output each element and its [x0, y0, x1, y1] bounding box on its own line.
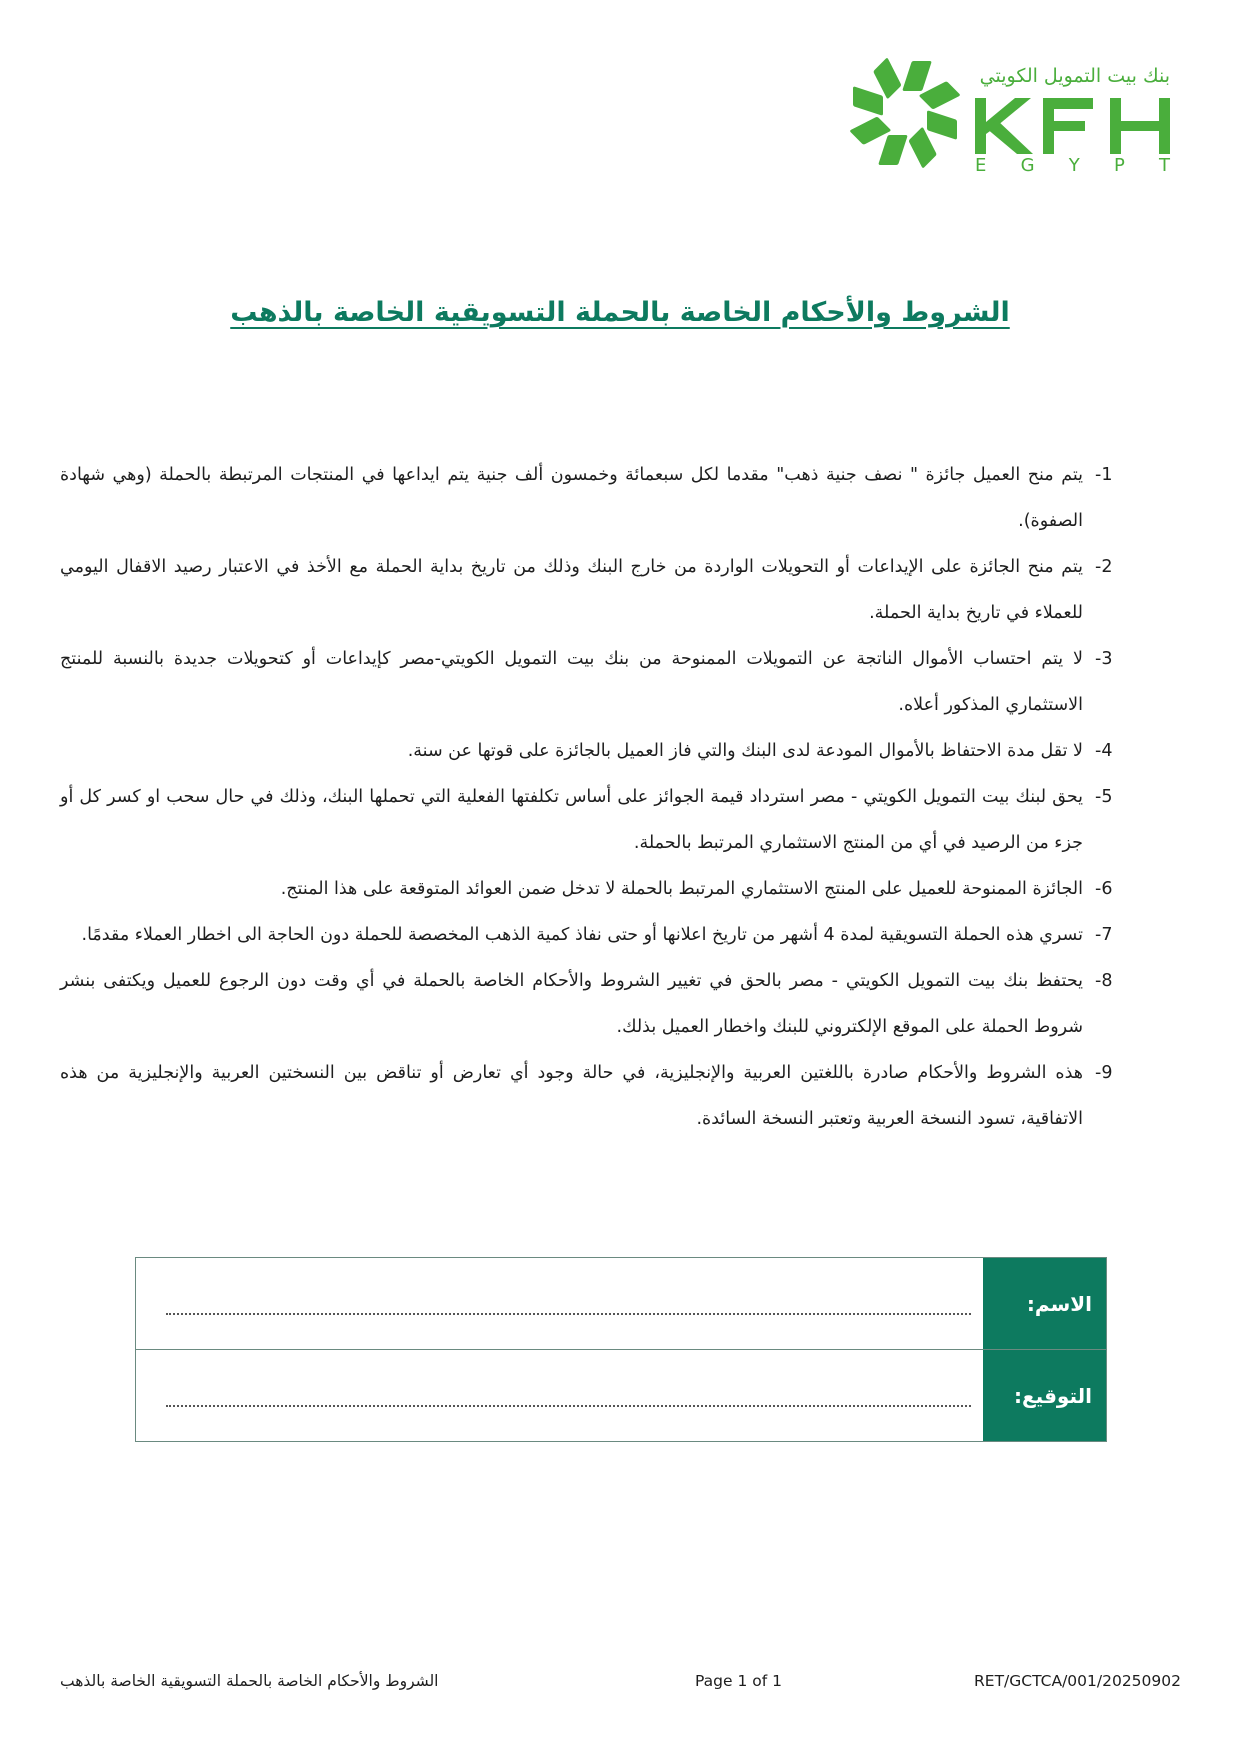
kfh-logo-mark-icon	[850, 58, 960, 168]
name-field[interactable]	[136, 1258, 983, 1349]
kfh-logo	[850, 55, 1170, 185]
footer-reference: RET/GCTCA/001/20250902	[974, 1672, 1181, 1690]
logo-country-letter: Y	[1068, 155, 1080, 176]
term-text: الجائزة الممنوحة للعميل على المنتج الاستثماري المرتبط بالحملة لا تدخل ضمن العوائد المتوقعة على هذا المنتج.	[280, 879, 1083, 899]
signature-label: التوقيع:	[983, 1350, 1106, 1441]
logo-country-letter: P	[1113, 155, 1125, 176]
term-item	[60, 912, 1140, 958]
term-item	[60, 774, 1140, 866]
footer-document-title: الشروط والأحكام الخاصة بالحملة التسويقية الخاصة بالذهب	[60, 1672, 439, 1690]
logo-country-letter: T	[1159, 155, 1170, 176]
logo-wordmark	[975, 98, 1170, 154]
term-item	[60, 1050, 1140, 1142]
term-item	[60, 958, 1140, 1050]
term-text: يحق لبنك بيت التمويل الكويتي - مصر استرداد قيمة الجوائز على أساس تكلفتها الفعلية التي تحملها البنك، وذلك في حال سحب او كسر كل أو جزء من الرصيد في أي من المنتج الاستثماري المرتبط بالحملة.	[60, 787, 1083, 853]
term-number: -2	[1095, 557, 1113, 577]
term-number: -4	[1095, 741, 1113, 761]
term-number: -5	[1095, 787, 1113, 807]
signature-dotted-line	[166, 1405, 971, 1407]
term-number: -6	[1095, 879, 1113, 899]
term-item	[60, 728, 1140, 774]
logo-country	[975, 155, 1170, 181]
term-text: يحتفظ بنك بيت التمويل الكويتي - مصر بالحق في تغيير الشروط والأحكام الخاصة بالحملة في أي وقت دون الرجوع للعميل ويكتفى بنشر شروط الحملة على الموقع الإلكتروني للبنك واخطار العميل بذلك.	[60, 971, 1083, 1037]
term-number: -9	[1095, 1063, 1113, 1083]
footer-page-number: Page 1 of 1	[695, 1672, 782, 1690]
term-text: تسري هذه الحملة التسويقية لمدة 4 أشهر من تاريخ اعلانها أو حتى نفاذ كمية الذهب المخصصة للحملة دون الحاجة الى اخطار العملاء مقدمًا.	[81, 925, 1083, 945]
name-dotted-line	[166, 1313, 971, 1315]
document-title: الشروط والأحكام الخاصة بالحملة التسويقية الخاصة بالذهب	[230, 297, 1010, 328]
logo-arabic-name: بنك بيت التمويل الكويتي	[979, 65, 1170, 87]
term-number: -1	[1095, 465, 1113, 485]
name-label: الاسم:	[983, 1258, 1106, 1349]
term-text: يتم منح الجائزة على الإيداعات أو التحويلات الواردة من خارج البنك وذلك من تاريخ بداية الحملة مع الأخذ في الاعتبار رصيد الاقفال اليومي للعملاء في تاريخ بداية الحملة.	[60, 557, 1083, 623]
logo-country-letter: G	[1020, 155, 1035, 176]
term-text: هذه الشروط والأحكام صادرة باللغتين العربية والإنجليزية، في حالة وجود أي تعارض أو تناقض بين النسختين العربية والإنجليزية من هذه الاتفاقية، تسود النسخة العربية وتعتبر النسخة السائدة.	[60, 1063, 1083, 1129]
logo-country-letter: E	[975, 155, 987, 176]
name-row	[136, 1258, 1106, 1349]
term-number: -7	[1095, 925, 1113, 945]
term-item	[60, 452, 1140, 544]
term-item	[60, 544, 1140, 636]
signature-table	[135, 1257, 1107, 1442]
term-number: -8	[1095, 971, 1113, 991]
term-item	[60, 636, 1140, 728]
term-item	[60, 866, 1140, 912]
signature-row	[136, 1349, 1106, 1441]
term-text: يتم منح العميل جائزة " نصف جنية ذهب" مقدما لكل سبعمائة وخمسون ألف جنية يتم ايداعها في المنتجات المرتبطة بالحملة (وهي شهادة الصفوة).	[60, 465, 1083, 531]
term-number: -3	[1095, 649, 1113, 669]
term-text: لا يتم احتساب الأموال الناتجة عن التمويلات الممنوحة من بنك بيت التمويل الكويتي-مصر كإيداعات أو كتحويلات جديدة بالنسبة للمنتج الاستثماري المذكور أعلاه.	[60, 649, 1083, 715]
signature-field[interactable]	[136, 1350, 983, 1441]
terms-list	[60, 452, 1140, 1142]
term-text: لا تقل مدة الاحتفاظ بالأموال المودعة لدى البنك والتي فاز العميل بالجائزة على قوتها عن سنة.	[407, 741, 1083, 761]
